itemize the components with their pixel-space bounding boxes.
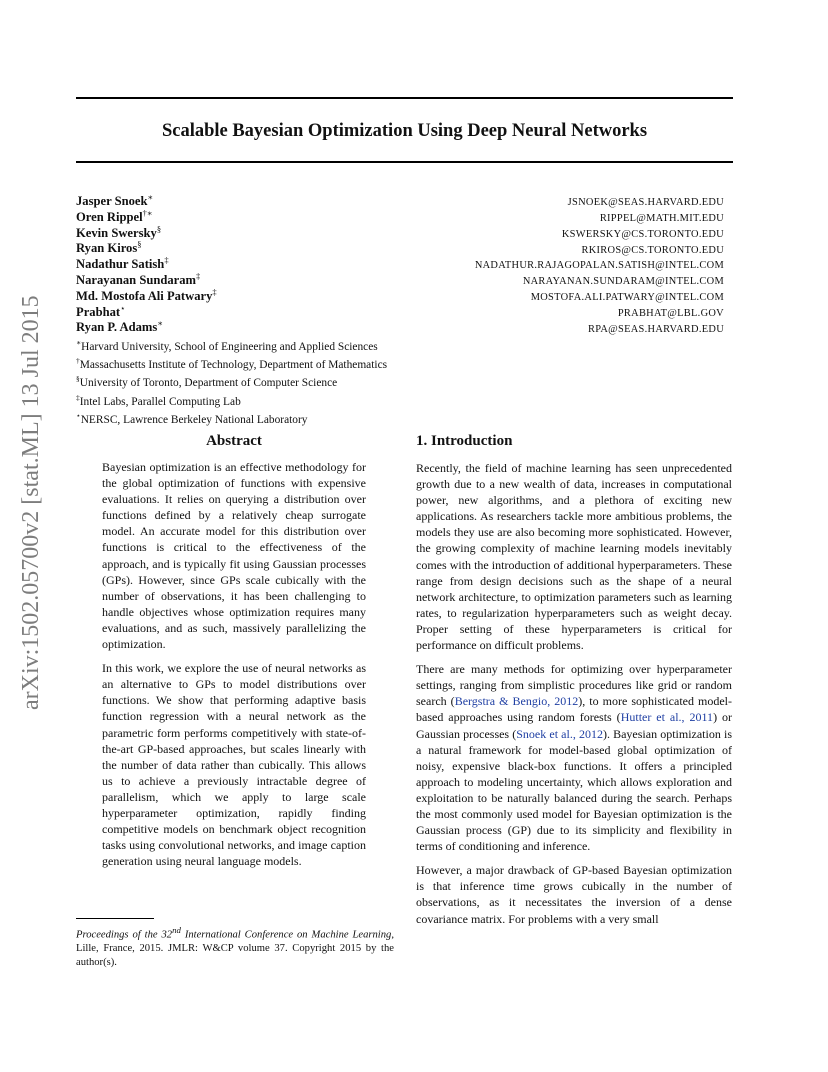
abstract-section [102,431,366,869]
author-affiliation-mark: § [156,223,162,234]
abstract-paragraph: In this work, we explore the use of neural networks as an alternative to GPs to model distributions over functions. We show that performing adaptive basis function regression with a neural network as the parametric form performs competitively with state-of-the-art GP-based approaches, but scales linearly with the number of data rather than cubically. This allows us to achieve a previously intractable degree of parallelism, which we apply to large scale hyperparameter optimization, rapidly finding competitive models on benchmark object recognition tasks using convolutional networks, and image caption generation using neural language models. [102,661,366,869]
affiliation-text: University of Toronto, Department of Computer Science [79,377,338,390]
author-name: Oren Rippel [76,209,143,224]
paragraph-text: There are many methods for optimizing over hyperparameter settings, ranging from simplistic procedures like grid or random search ( [416,662,732,709]
footnote-rule [76,918,154,919]
author-list [76,190,733,335]
author-name: Prabhat [76,304,121,319]
author-affiliation-mark: ∗ [147,192,154,202]
affiliation-text: Intel Labs, Parallel Computing Lab [79,395,241,408]
affiliation-text: Harvard University, School of Engineering and Applied Sciences [81,340,378,353]
author-affiliation-mark: ‡ [164,255,169,266]
author-affiliation-mark: ‡ [196,270,201,281]
citation-link[interactable]: Bergstra & Bengio, 2012 [454,694,579,709]
arxiv-identifier-stamp: arXiv:1502.05700v2 [stat.ML] 13 Jul 2015 [18,295,44,710]
citation-link[interactable]: Snoek et al., 2012 [516,726,603,741]
introduction-heading: 1. Introduction [416,433,513,449]
author-email: PRABHAT@LBL.GOV [617,307,724,319]
top-rule [76,97,733,99]
author-affiliation-mark: ⋆ [120,302,126,313]
footnote-ordinal-suffix: nd [172,925,181,935]
author-affiliation-mark: ‡ [212,286,217,297]
author-name: Nadathur Satish [76,257,165,272]
author-affiliation-mark: ∗ [157,318,164,329]
affiliation-mark: ∗ [76,338,82,347]
author-name: Ryan Kiros [76,241,138,256]
author-email: MOSTOFA.ALI.PATWARY@INTEL.COM [530,291,724,303]
author-name: Ryan P. Adams [76,320,158,335]
affiliation-text: NERSC, Lawrence Berkeley National Laboratory [80,413,308,426]
author-name: Md. Mostofa Ali Patwary [76,288,213,303]
author-email: RKIROS@CS.TORONTO.EDU [581,244,724,256]
author-email: KSWERSKY@CS.TORONTO.EDU [561,228,724,240]
author-email: JSNOEK@SEAS.HARVARD.EDU [567,197,724,209]
affiliation-mark: † [76,356,80,366]
affiliation [76,354,733,372]
author-email: RPA@SEAS.HARVARD.EDU [588,323,724,335]
author-name: Narayanan Sundaram [76,273,197,288]
author-email: RIPPEL@MATH.MIT.EDU [599,212,724,224]
paragraph-text: ) or Gaussian processes ( [416,710,733,741]
introduction-section [416,431,732,927]
citation-link[interactable]: Hutter et al., 2011 [620,710,714,725]
affiliation [76,336,733,354]
paragraph-text: ), to more sophisticated model-based approaches using random forests ( [416,694,733,725]
author-name: Kevin Swersky [76,225,157,240]
author-email: NARAYANAN.SUNDARAM@INTEL.COM [522,276,724,288]
introduction-paragraph: Recently, the field of machine learning has seen unprecedented growth due to a new wealth of data, increases in computational power, new algorithms, and a plethora of exciting new applications. As researchers tackle more ambitious problems, the models they use are also becoming more sophisticated. However, the growing complexity of machine learning models inevitably comes with the introduction of additional hyperparameters. These range from design decisions such as the shape of a neural network architecture, to optimization parameters such as learning rates, to regularization hyperparameters such as weight decay. Proper setting of these hyperparameters is critical for performance on difficult problems. [416,461,732,653]
affiliation [76,409,733,427]
affiliation-mark: § [76,374,80,384]
proceedings-footnote [76,924,394,970]
affiliation-text: Massachusetts Institute of Technology, Department of Mathematics [79,359,388,371]
affiliation-mark: ⋆ [76,410,81,420]
author-email: NADATHUR.RAJAGOPALAN.SATISH@INTEL.COM [474,260,724,272]
affiliation-list [76,336,733,427]
affiliation [76,391,733,409]
author-name: Jasper Snoek [76,194,148,209]
paper-title: Scalable Bayesian Optimization Using Deep Neural Networks [161,121,648,141]
introduction-paragraph [416,661,732,854]
affiliation-mark: ‡ [76,392,80,402]
introduction-paragraph: However, a major drawback of GP-based Bayesian optimization is that inference time grows cubically in the number of observations, as it necessitates the inversion of a dense covariance matrix. For problems with a very small [416,863,732,926]
author-row [76,190,733,209]
footnote-venue-text: Proceedings of the [76,929,162,941]
title-bottom-rule [76,161,733,163]
affiliation [76,372,733,390]
footnote-details: , Lille, France, 2015. JMLR: W&CP volume 37. Copyright 2015 by the author(s). [76,929,394,969]
abstract-paragraph: Bayesian optimization is an effective methodology for the global optimization of functions with expensive evaluations. It relies on querying a distribution over functions defined by a relatively cheap surrogate model. An accurate model for this distribution over functions is critical to the effectiveness of the approach, and is typically fit using Gaussian processes (GPs). However, since GPs scale cubically with the number of observations, it has been challenging to handle objectives whose optimization requires many evaluations, and as such, massively parallelizing the optimization. [102,460,366,652]
author-affiliation-mark: †∗ [142,207,153,218]
footnote-conference-name: International Conference on Machine Learning [180,929,392,941]
abstract-heading: Abstract [206,433,262,449]
paragraph-text: ). Bayesian optimization is a natural framework for model-based global optimization of noisy, expensive black-box functions. It offers a principled approach to modeling uncertainty, which allows exploration and exploitation to be naturally balanced during the search. Perhaps the most commonly used model for Bayesian optimization is the Gaussian process (GP) due to its simplicity and flexibility in terms of conditioning and inference. [416,726,732,854]
footnote-ordinal: 32 [161,929,173,941]
author-affiliation-mark: § [137,239,142,250]
